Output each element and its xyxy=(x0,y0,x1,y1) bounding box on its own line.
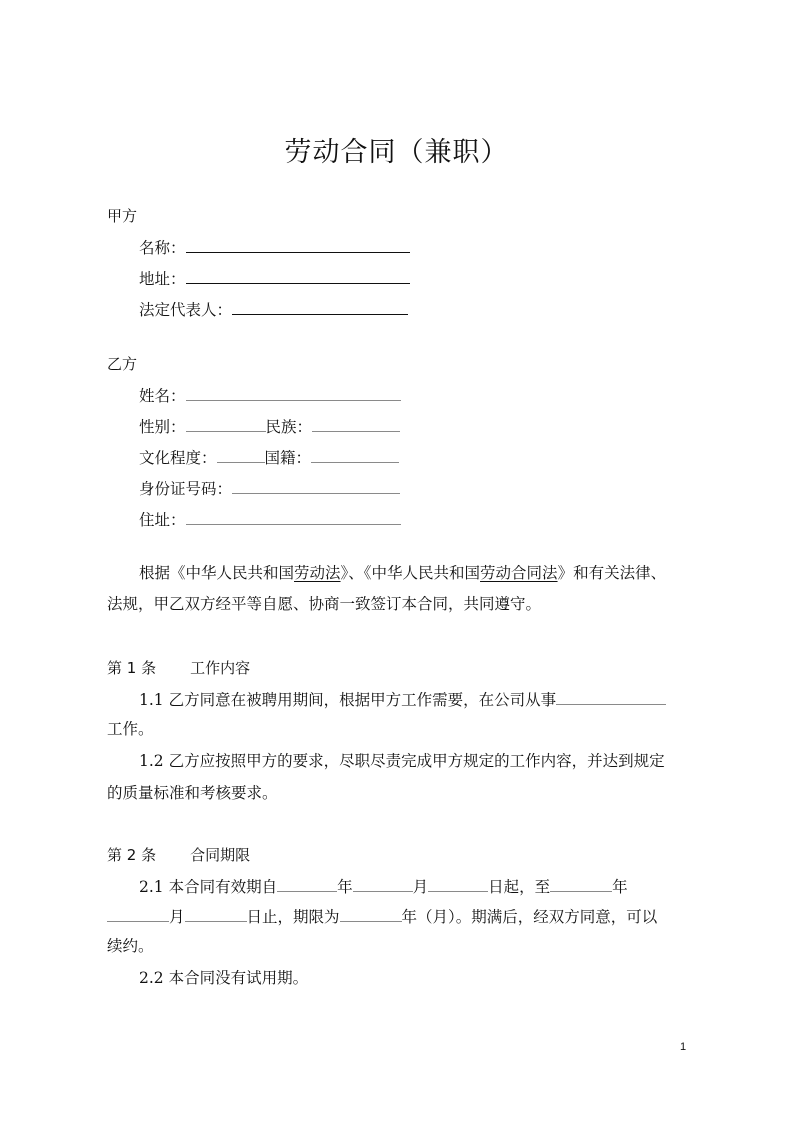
year-label: 年 xyxy=(612,878,628,896)
page-title: 劳动合同（兼职） xyxy=(284,137,509,168)
party-b-id-label: 身份证号码： xyxy=(139,480,233,498)
term-length-field[interactable] xyxy=(340,906,402,922)
party-b-education-label: 文化程度： xyxy=(139,449,217,467)
party-a-name-field[interactable] xyxy=(186,237,410,253)
article-title: 工作内容 xyxy=(190,659,251,677)
party-b-gender-row xyxy=(139,416,400,437)
party-b-residence-field[interactable] xyxy=(186,509,401,525)
end-month-field[interactable] xyxy=(107,906,169,922)
party-a-address-label: 地址： xyxy=(139,270,186,288)
party-b-name-field[interactable] xyxy=(186,385,401,401)
preamble-text: 》、《中华人民共和国 xyxy=(340,564,481,582)
job-content-field[interactable] xyxy=(556,689,666,705)
party-b-name-label: 姓名： xyxy=(139,387,186,405)
month-label: 月 xyxy=(412,878,429,896)
party-b-heading: 乙方 xyxy=(107,355,138,373)
clause-text: 年（月）。期满后，经双方同意，可以 xyxy=(401,908,658,926)
clause-text: 日起，至 xyxy=(488,878,551,896)
party-b-ethnicity-field[interactable] xyxy=(312,416,400,432)
clause-1-2-line-2: 的质量标准和考核要求。 xyxy=(107,784,278,802)
clause-2-1-line-1 xyxy=(139,876,628,897)
party-b-id-field[interactable] xyxy=(232,478,400,494)
month-label: 月 xyxy=(169,908,185,926)
clause-2-2: 2.2 本合同没有试用期。 xyxy=(139,969,309,987)
clause-text: 2.1 本合同有效期自 xyxy=(139,878,278,896)
page-number: 1 xyxy=(680,1041,687,1053)
clause-1-1-line-2: 工作。 xyxy=(107,720,154,738)
clause-text: 日止，期限为 xyxy=(246,908,340,926)
start-month-field[interactable] xyxy=(353,876,413,892)
clause-text: 1.1 乙方同意在被聘用期间，根据甲方工作需要，在公司从事 xyxy=(139,691,557,709)
party-b-nationality-field[interactable] xyxy=(311,447,399,463)
party-b-education-row xyxy=(139,447,399,468)
preamble-text: 根据《中华人民共和国 xyxy=(139,564,295,582)
party-a-address-field[interactable] xyxy=(186,268,410,284)
party-b-residence-label: 住址： xyxy=(139,511,186,529)
party-a-name-row xyxy=(139,237,410,258)
article-number: 第 1 条 xyxy=(107,659,157,677)
party-b-id-row xyxy=(139,478,400,499)
article-title: 合同期限 xyxy=(190,846,251,864)
party-a-rep-field[interactable] xyxy=(232,299,408,315)
party-a-name-label: 名称： xyxy=(139,239,186,257)
preamble-line-2: 法规，甲乙双方经平等自愿、协商一致签订本合同，共同遵守。 xyxy=(107,595,542,613)
party-a-rep-row xyxy=(139,299,408,320)
clause-1-2-line-1: 1.2 乙方应按照甲方的要求，尽职尽责完成甲方规定的工作内容，并达到规定 xyxy=(139,752,665,770)
clause-2-1-line-3: 续约。 xyxy=(107,937,154,955)
party-b-residence-row xyxy=(139,509,401,530)
party-b-ethnicity-label: 民族： xyxy=(265,418,313,436)
end-day-field[interactable] xyxy=(185,906,247,922)
start-day-field[interactable] xyxy=(428,876,488,892)
party-a-heading: 甲方 xyxy=(107,207,138,225)
end-year-field[interactable] xyxy=(550,876,612,892)
party-b-nationality-label: 国籍： xyxy=(264,449,312,467)
article-2-heading xyxy=(107,845,250,865)
year-label: 年 xyxy=(337,878,353,896)
start-year-field[interactable] xyxy=(277,876,337,892)
preamble-text: 》和有关法律、 xyxy=(557,564,667,582)
clause-1-1-line-1 xyxy=(139,689,666,710)
party-a-address-row xyxy=(139,268,410,289)
article-1-heading xyxy=(107,658,250,678)
clause-2-1-line-2 xyxy=(107,906,657,927)
party-b-gender-label: 性别： xyxy=(139,418,186,436)
article-number: 第 2 条 xyxy=(107,846,157,864)
labor-law-link: 劳动法 xyxy=(294,564,341,582)
party-b-name-row xyxy=(139,385,401,406)
party-a-rep-label: 法定代表人： xyxy=(139,301,233,319)
party-b-gender-field[interactable] xyxy=(186,416,266,432)
labor-contract-law-link: 劳动合同法 xyxy=(480,564,558,582)
party-b-education-field[interactable] xyxy=(217,447,265,463)
preamble-line-1 xyxy=(139,563,666,583)
